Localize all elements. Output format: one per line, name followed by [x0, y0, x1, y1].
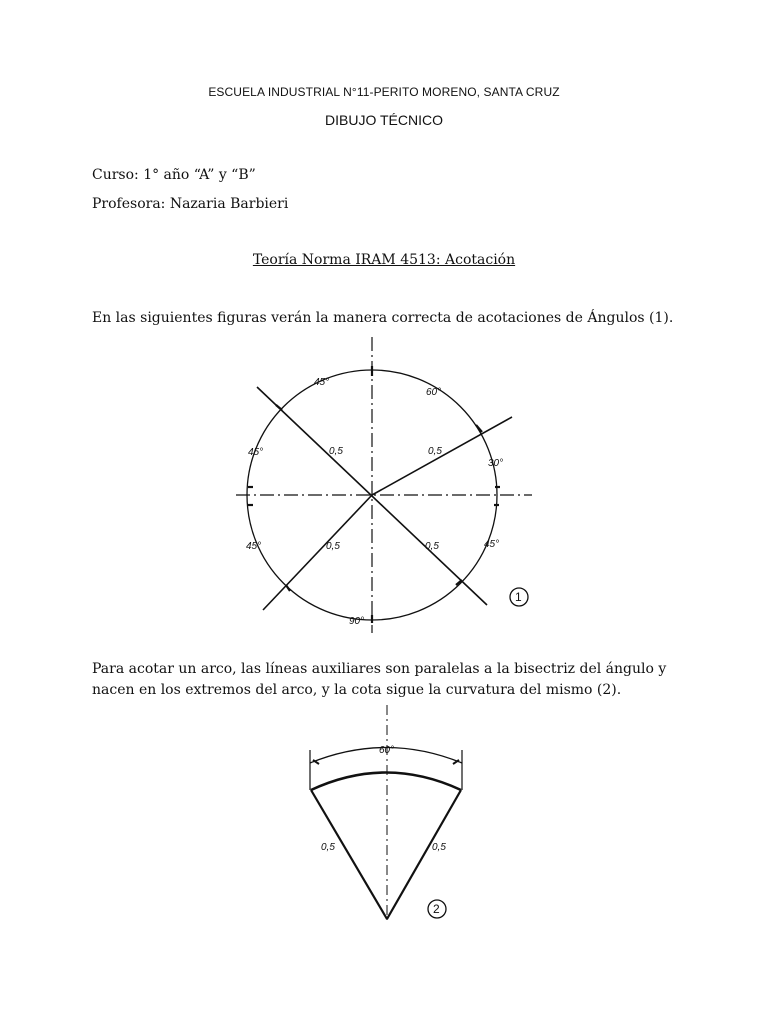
label-90-bottom: 90° [349, 616, 365, 627]
label-radius-lower-right: 0,5 [425, 541, 439, 552]
radius-left [311, 790, 387, 919]
subject-title: DIBUJO TÉCNICO [325, 112, 443, 128]
radius-right [387, 790, 461, 919]
label-radius-upper-left: 0,5 [329, 446, 343, 457]
paragraph-1: En las siguientes figuras verán la manera correcta de acotaciones de Ángulos (1). [92, 310, 674, 326]
figure-1-number: 1 [515, 590, 522, 604]
sector-arc [311, 773, 461, 791]
label-radius-upper-right: 0,5 [428, 446, 442, 457]
topic-title: Teoría Norma IRAM 4513: Acotación [252, 252, 516, 268]
figure-1-angles [230, 335, 540, 635]
teacher-line: Profesora: Nazaria Barbieri [92, 196, 289, 212]
label-radius-right: 0,5 [432, 842, 446, 853]
label-radius-left: 0,5 [321, 842, 335, 853]
label-radius-lower-left: 0,5 [326, 541, 340, 552]
label-45-left: 45° [248, 447, 264, 458]
course-line: Curso: 1° año “A” y “B” [92, 167, 256, 183]
school-name: ESCUELA INDUSTRIAL N°11-PERITO MORENO, SANTA CRUZ [208, 85, 560, 99]
label-45-bottom-right: 45° [484, 539, 500, 550]
label-30-right: 30° [488, 458, 504, 469]
figure-2-number: 2 [433, 902, 440, 916]
label-60: 60° [379, 745, 395, 756]
label-45-top: 45° [314, 377, 330, 388]
figure-2-arc [295, 700, 475, 925]
line-45-b [263, 495, 372, 610]
label-45-bottom-left: 45° [246, 541, 262, 552]
label-60-top: 60° [426, 387, 442, 398]
paragraph-2: Para acotar un arco, las líneas auxiliares son paralelas a la bisectriz del ángulo y nacen en los extremos del arco, y la cota sigue la curvatura del mismo (2). [92, 661, 667, 698]
